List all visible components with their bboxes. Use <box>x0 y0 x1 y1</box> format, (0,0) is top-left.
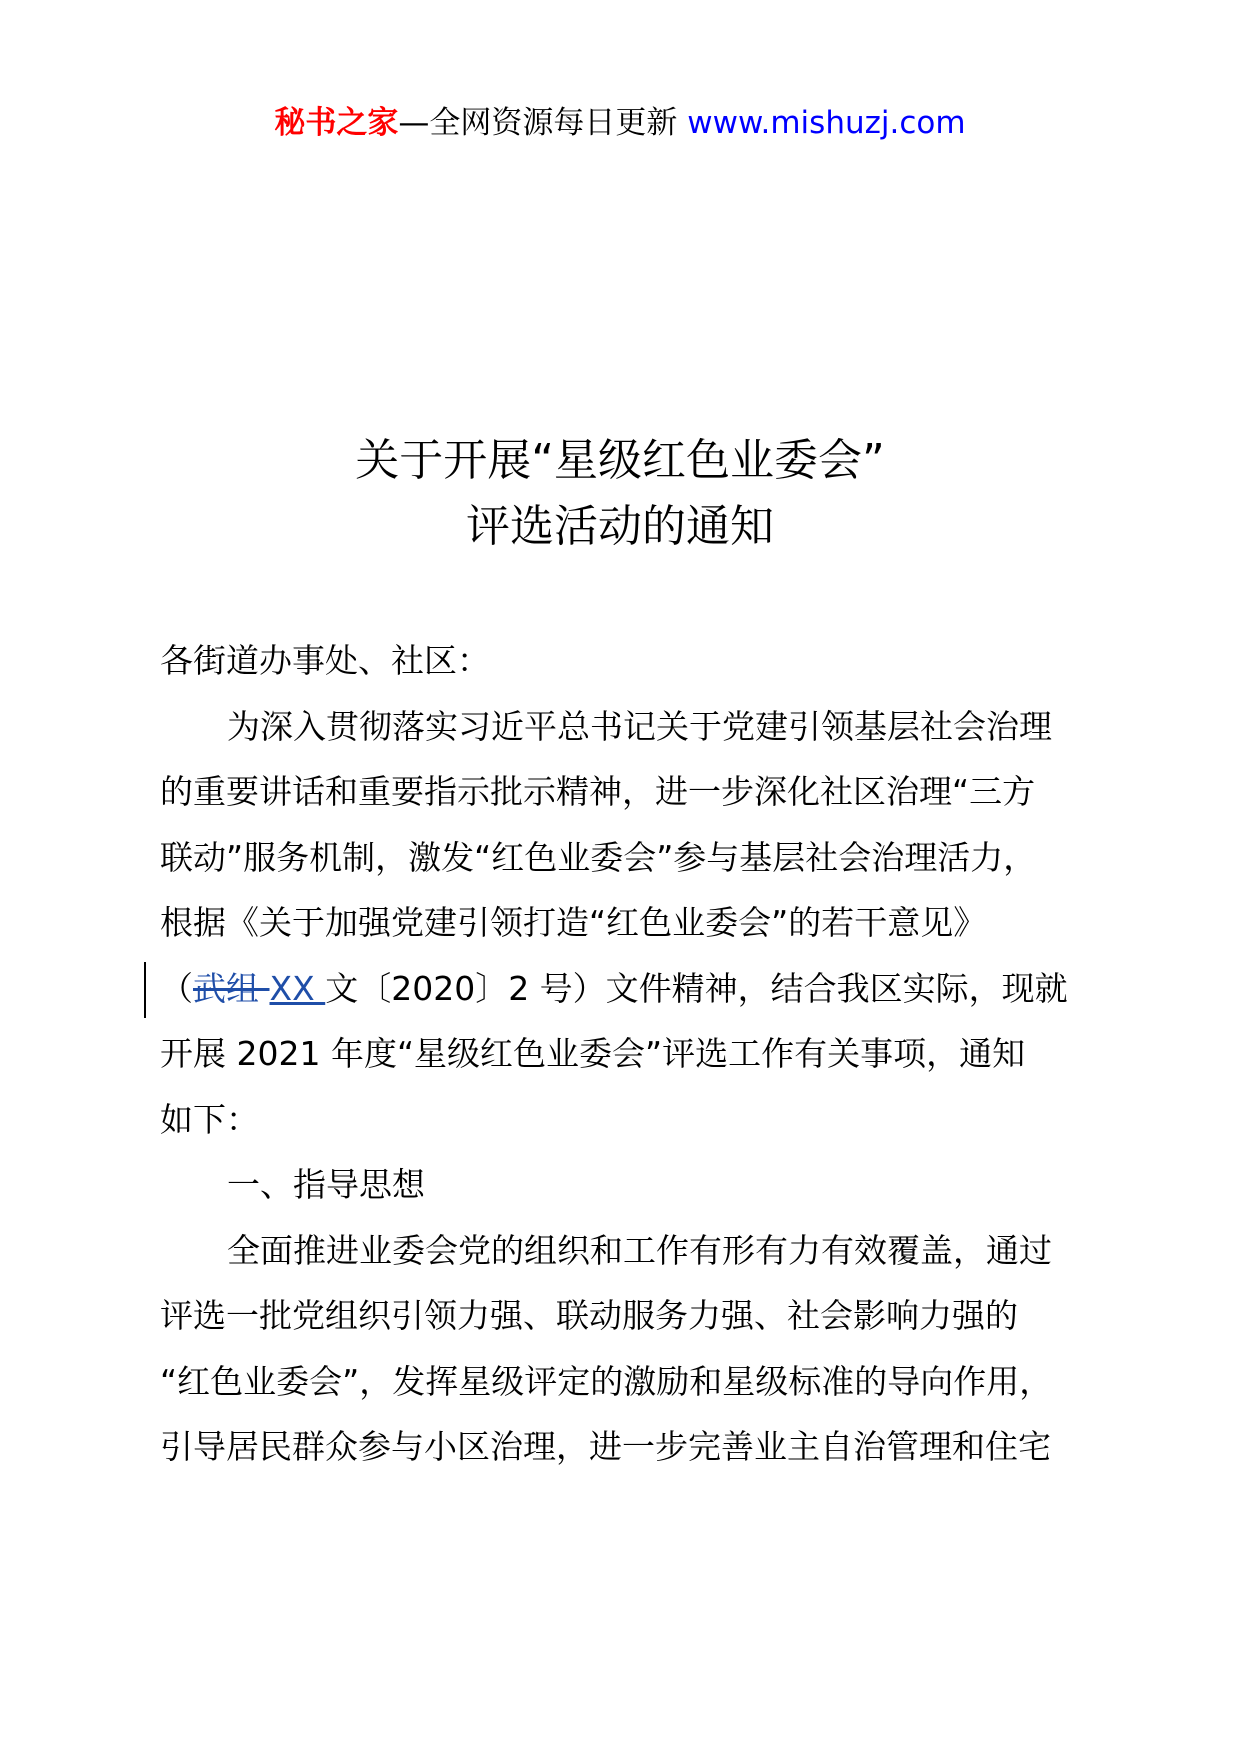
site-url-link[interactable]: www.mishuzj.com <box>687 105 966 141</box>
site-slogan: —全网资源每日更新 <box>398 105 688 141</box>
document-body <box>160 628 1090 1480</box>
paragraph-line: 开展 2021 年度“星级红色业委会”评选工作有关事项，通知 <box>160 1034 1026 1073</box>
paragraph-line-revised <box>160 956 1090 1022</box>
site-header <box>0 98 1240 148</box>
paragraph-line: “红色业委会”，发挥星级评定的激励和星级标准的导向作用， <box>160 1361 1053 1401</box>
title-line-2: 评选活动的通知 <box>466 501 774 552</box>
title-line-1: 关于开展“星级红色业委会” <box>355 435 885 486</box>
revision-change-bar <box>144 962 146 1018</box>
salutation: 各街道办事处、社区： <box>160 641 490 680</box>
section-heading: 一、指导思想 <box>227 1165 425 1204</box>
paragraph-line: 联动”服务机制，激发“红色业委会”参与基层社会治理活力， <box>160 837 1037 877</box>
paragraph-line-rest: 文〔2020〕2 号）文件精神，结合我区实际，现就 <box>325 968 1068 1008</box>
paragraph-line: 引导居民群众参与小区治理，进一步完善业主自治管理和住宅 <box>160 1427 1051 1466</box>
inserted-revision-text: XX <box>269 968 326 1008</box>
paragraph-line: 评选一批党组织引领力强、联动服务力强、社会影响力强的 <box>160 1296 1018 1335</box>
document-title <box>0 428 1240 560</box>
paragraph-line: 如下： <box>160 1099 259 1139</box>
paragraph-line: 为深入贯彻落实习近平总书记关于党建引领基层社会治理 <box>227 706 1052 746</box>
open-paren: （ <box>160 968 193 1008</box>
paragraph-line: 根据《关于加强党建引领打造“红色业委会”的若干意见》 <box>160 903 987 942</box>
paragraph-line: 全面推进业委会党的组织和工作有形有力有效覆盖，通过 <box>227 1230 1052 1270</box>
deleted-revision-text: 武组 <box>193 968 270 1008</box>
site-brand: 秘书之家 <box>274 105 399 141</box>
paragraph-line: 的重要讲话和重要指示批示精神，进一步深化社区治理“三方 <box>160 772 1036 811</box>
